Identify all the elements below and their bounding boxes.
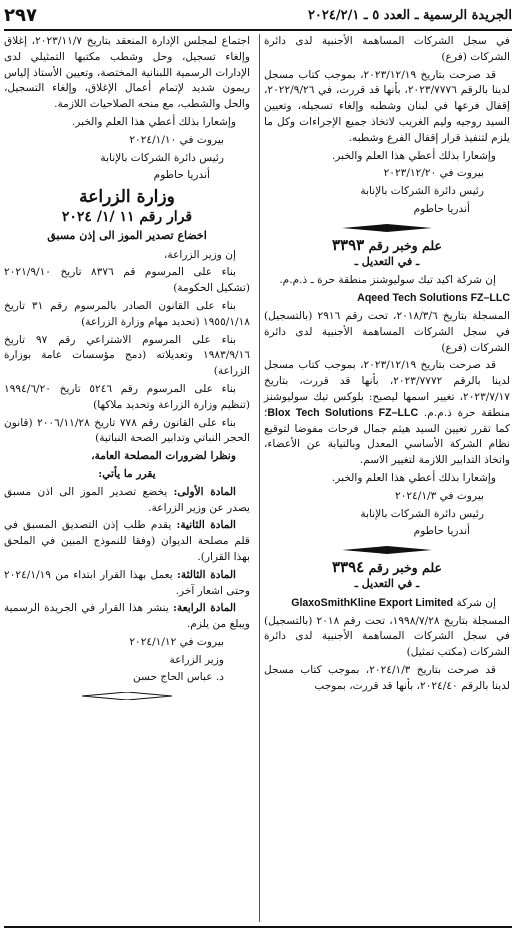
decides-heading: يقرر ما يأتي:	[98, 467, 156, 480]
paragraph: وإشعارا بذلك أعطي هذا العلم والخبر.	[331, 149, 496, 162]
notice-number: ٣٣٩٤	[332, 558, 365, 577]
notice-subtitle: ـ في التعديل ـ	[354, 254, 420, 268]
article-text: يقدم طلب إذن التصديق المسبق في قلم مصلحة الديوان (وفقا للنموذج المبين في الملحق بهذا القرار).	[4, 519, 250, 563]
paragraph: وإشعارا بذلك أعطي هذا العلم والخبر.	[71, 115, 236, 128]
paragraph-part: إن شركة	[456, 596, 496, 609]
separator-ornament	[264, 224, 510, 232]
notice-subtitle: ـ في التعديل ـ	[354, 576, 420, 590]
article	[4, 568, 250, 600]
signature-name: د. عباس الحاج حسن	[132, 671, 224, 684]
paragraph: قد صرحت بتاريخ ٢٠٢٣/١٢/١٩، بموجب كتاب مسجل لدينا بالرقم ٢٠٢٣/٧٧٧٦، بأنها قد قررت، في ٢٠٢٢/٩/٢٦، إقفال فرعها في لبنان وشطبه وإلغاء تسجيله، وتعيين السيد روجيه وليم الغريب لاتخاذ جميع الإجراءات وكل ما يلزم لتنفيذ قرار إقفال الفرع وشطبه.	[264, 68, 510, 144]
legal-basis-item: بناء على المرسوم قم ٨٣٧٦ تاريخ ٢٠٢١/٩/١٠ (تشكيل الحكومة)	[4, 266, 250, 295]
separator-ornament	[264, 546, 510, 554]
legal-basis-item: بناء على القانون الصادر بالمرسوم رقم ٣١ تاريخ ١٩٥٥/١/١٨ (تحديد مهام وزارة الزراعة)	[4, 299, 250, 328]
right-column	[264, 34, 510, 696]
paragraph: ونظرا لضرورات المصلحة العامة،	[91, 450, 236, 463]
notice-heading-label: علم وخبر رقم	[368, 560, 442, 576]
article-label: المادة الرابعة:	[173, 602, 236, 615]
article-label: المادة الأولى:	[173, 485, 236, 498]
signature-title: رئيس دائرة الشركات بالإنابة	[360, 507, 484, 520]
article-text: يخضع تصدير الموز الى اذن مسبق يصدر عن وزير الزراعة.	[4, 485, 250, 514]
company-latin-name: GlaxoSmithKline Export Limited	[291, 596, 454, 609]
notice-heading	[264, 235, 510, 254]
separator-ornament	[4, 692, 250, 700]
footer-rule	[4, 926, 512, 928]
paragraph: المسجلة بتاريخ ١٩٩٨/٧/٢٨، تحت رقم ٢٠١٨ (بالتسجيل) في سجل الشركات المساهمة الأجنبية لدى دائرة الشركات (مكتب تمثيل)	[264, 614, 510, 659]
paragraph-part: ؛ كما تقرر تعيين السيد هيثم جمال فرحات مفوضا لتوقيع نظام الشركة الأساسي المعدل وبالنيابة عن الأعضاء، واتخاذ التدابير اللازمة لتغيير الاسم.	[264, 406, 510, 467]
gazette-title: الجريدة الرسمية ـ العدد ٥ ـ ٢٠٢٤/٢/١	[307, 7, 512, 23]
article-label: المادة الثالثة:	[176, 568, 236, 581]
paragraph-part: قد صرحت بتاريخ ٢٠٢٣/١٢/١٩، بموجب كتاب مسجل لدينا بالرقم ٢٠٢٣/٧٧٧٢، بأنها قد قررت، بتاريخ ٢٠٢٣/٧/١٧، تغيير اسمها ليصبح: بلوكس تيك سوليوشنز منطقة حرة ذ.م.م.	[264, 359, 510, 419]
notice-number: ٣٣٩٣	[332, 235, 365, 254]
signature-date: بيروت في ٢٠٢٤/١/٣	[395, 489, 484, 502]
paragraph: اجتماع لمجلس الإدارة المنعقد بتاريخ ٢٠٢٣/١١/٧، إغلاق وإلغاء تسجيل، وحل وشطب مكتبها التمثيلي لدى الإدارات الرسمية اللبنانية المختصة، وتعيين الأستاذ إلياس ريمون شديد لإتمام أعمال الإغلاق، وإلغاء التسجيل، والحل والشطب، مع منحه الصلاحيات اللازمة.	[4, 35, 251, 111]
paragraph: قد صرحت بتاريخ ٢٠٢٤/١/٣، بموجب كتاب مسجل لدينا بالرقم ٢٠٢٤/٤٠، بأنها قد قررت، بموجب	[264, 663, 510, 692]
signature-name: أندريا حاطوم	[413, 525, 470, 538]
paragraph: المسجلة بتاريخ ٢٠١٨/٣/٦، تحت رقم ٢٩١٦ (بالتسجيل) في سجل الشركات المساهمة الأجنبية لدى دائرة الشركات (فرع)	[264, 309, 510, 354]
decision-title: اخضاع تصدير الموز الى إذن مسبق	[47, 228, 207, 242]
header-rule	[4, 29, 512, 31]
left-column	[4, 34, 250, 706]
paragraph: وإشعارا بذلك أعطي هذا العلم والخبر.	[331, 471, 496, 484]
company-latin-name: Blox Tech Solutions FZ–LLC	[267, 406, 419, 419]
column-divider	[259, 34, 260, 922]
signature-date: بيروت في ٢٠٢٤/١/١٠	[129, 133, 224, 146]
signature-title: رئيس دائرة الشركات بالإنابة	[100, 151, 224, 164]
article-text: ينشر هذا القرار في الجريدة الرسمية ويبلغ من يلزم.	[4, 602, 250, 631]
notice-heading	[264, 560, 510, 576]
paragraph	[264, 358, 510, 469]
article	[4, 485, 250, 517]
paragraph	[264, 596, 510, 612]
article	[4, 601, 250, 633]
paragraph: إن وزير الزراعة،	[164, 248, 236, 261]
legal-basis-item: بناء على القانون رقم ٧٧٨ تاريخ ٢٠٠٦/١١/٢٨ (قانون الحجر النباتي وتدابير الصحة النباتية)	[4, 416, 250, 445]
company-latin-name: Aqeed Tech Solutions FZ–LLC	[357, 292, 510, 305]
signature-name: أندريا حاطوم	[153, 169, 210, 182]
page-header	[4, 2, 512, 28]
page-number: ٢٩٧	[4, 4, 37, 26]
paragraph: في سجل الشركات المساهمة الأجنبية لدى دائرة الشركات (فرع)	[264, 35, 510, 63]
signature-date: بيروت في ٢٠٢٣/١٢/٢٠	[383, 167, 484, 180]
signature-date: بيروت في ٢٠٢٤/١/١٢	[129, 635, 224, 648]
paragraph: إن شركة اكيد تيك سوليوشنز منطقة حرة ـ ذ.م.م.	[279, 274, 496, 287]
article	[4, 518, 250, 565]
ministry-heading: وزارة الزراعة	[79, 187, 175, 208]
signature-title: رئيس دائرة الشركات بالإنابة	[360, 185, 484, 198]
decision-number: قرار رقم ١١ /١/ ٢٠٢٤	[61, 208, 193, 225]
article-label: المادة الثانية:	[176, 519, 236, 532]
signature-title: وزير الزراعة	[169, 653, 224, 666]
signature-name: أندريا حاطوم	[413, 202, 470, 215]
legal-basis-item: بناء على المرسوم الاشتراعي رقم ٩٧ تاريخ ١٩٨٣/٩/١٦ وتعديلاته (دمج مؤسسات عامة بوزارة الزراعة)	[4, 333, 250, 378]
notice-heading-label: علم وخبر رقم	[368, 237, 442, 253]
legal-basis-item: بناء على المرسوم رقم ٥٢٤٦ تاريخ ١٩٩٤/٦/٢٠ (تنظيم وزارة الزراعة وتحديد ملاكها)	[4, 382, 250, 411]
article-text: يعمل بهذا القرار ابتداء من ٢٠٢٤/١/١٩ وحتى اشعار آخر.	[4, 568, 250, 597]
